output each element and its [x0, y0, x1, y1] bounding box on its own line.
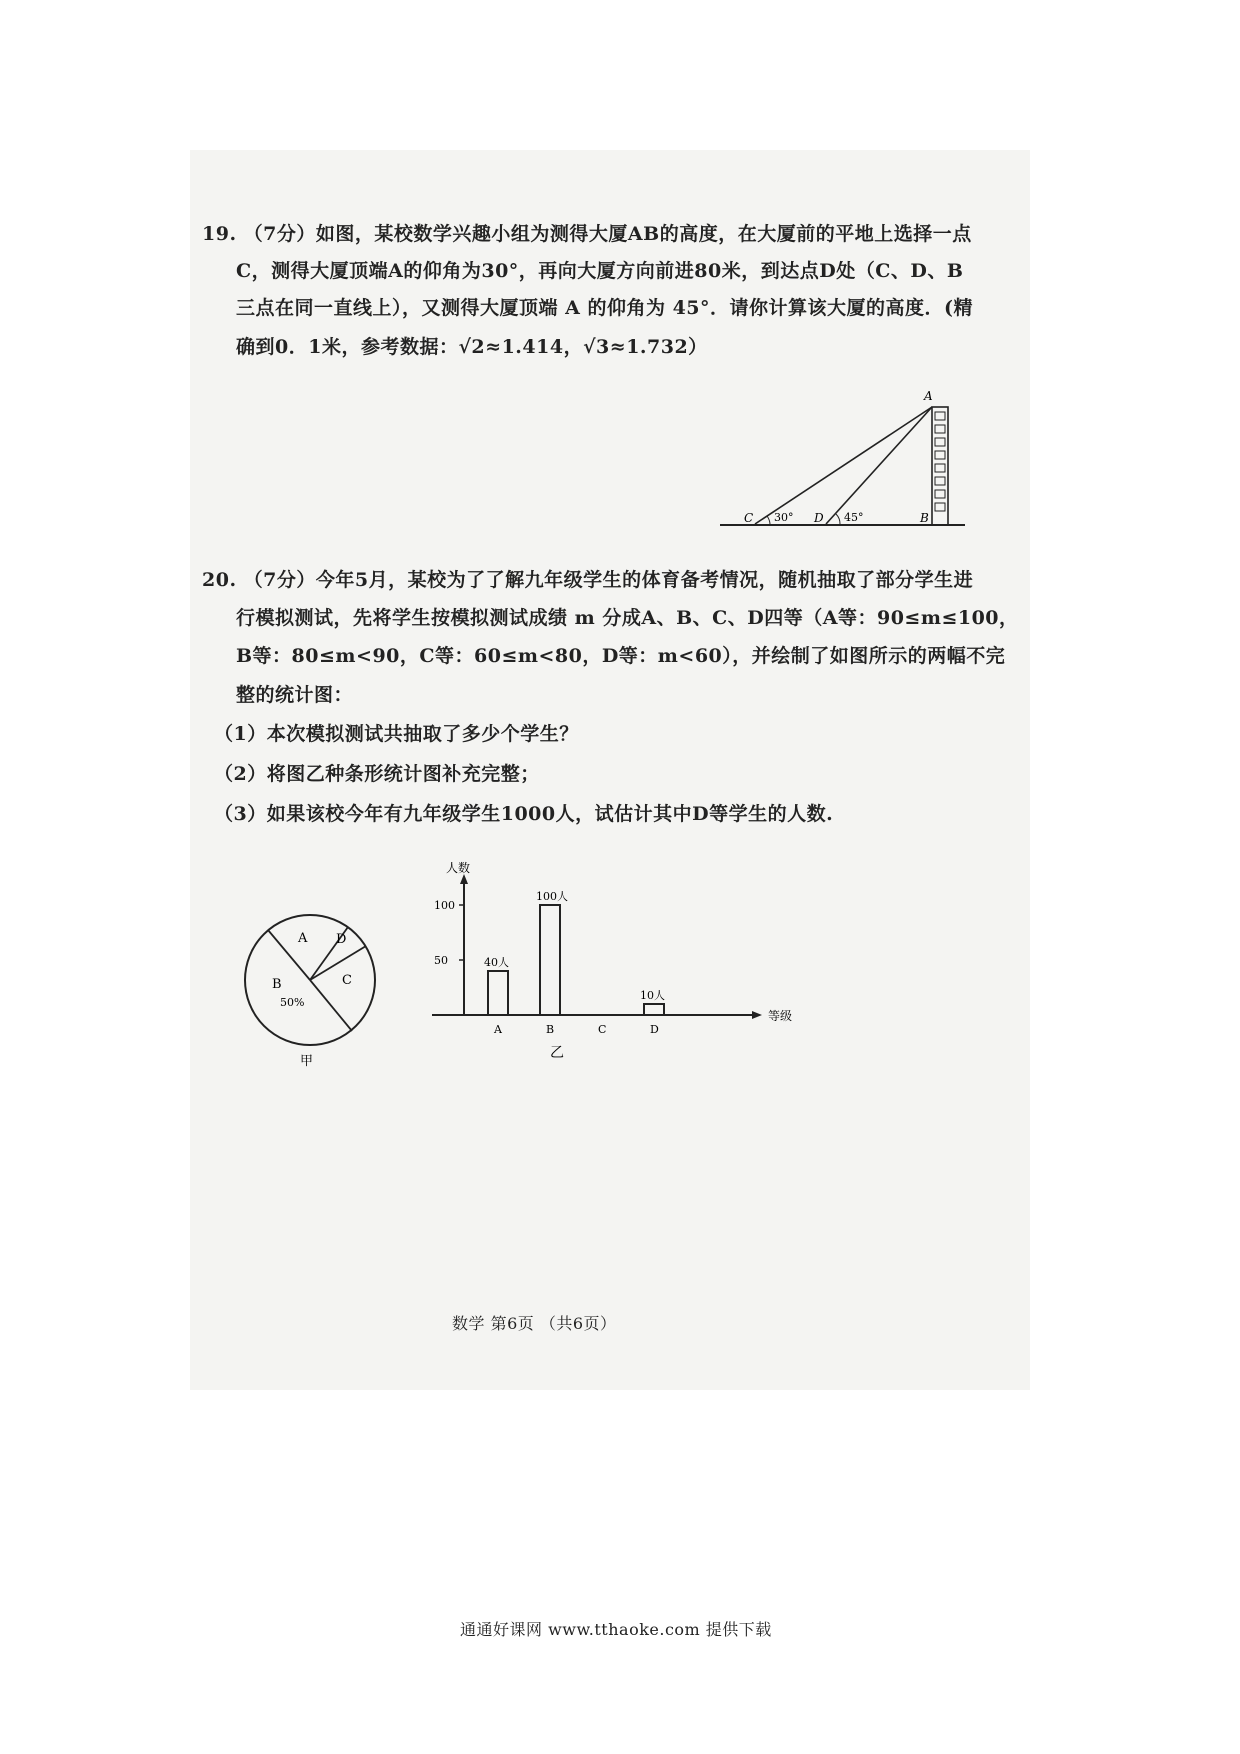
sightline-ca [755, 407, 932, 524]
data-label-d: 10人 [640, 989, 665, 1002]
q20-line2: 行模拟测试，先将学生按模拟测试成绩 m 分成A、B、C、D四等（A等：90≤m≤100， [236, 607, 1019, 629]
angle-arc-d [836, 514, 840, 524]
angle-arc-c [767, 516, 770, 524]
q19-line4: 确到0．1米，参考数据：√2≈1.414，√3≈1.732） [236, 336, 708, 358]
bar-d [644, 1004, 664, 1015]
building-windows [935, 412, 945, 511]
pie-chart-jia [230, 900, 390, 1080]
y-axis-arrow [460, 874, 468, 884]
pie-label-d: D [336, 932, 347, 947]
x-axis-arrow [752, 1011, 762, 1019]
pie-label-c: C [342, 973, 352, 988]
chart-caption: 乙 [550, 1045, 564, 1061]
q19-line1: 19. （7分）如图，某校数学兴趣小组为测得大厦AB的高度，在大厦前的平地上选择一点 [202, 223, 972, 245]
pie-caption: 甲 [300, 1054, 314, 1069]
label-d: D [814, 511, 824, 525]
pie-divider-3 [310, 946, 366, 980]
page-footer: 数学 第6页 （共6页） [452, 1314, 617, 1333]
angle-c-label: 30° [774, 511, 794, 524]
data-label-b: 100人 [536, 890, 568, 903]
y-axis-label: 人数 [446, 861, 471, 875]
pie-label-b: B [272, 977, 282, 992]
x-tick-label-a: A [494, 1023, 502, 1036]
x-tick-label-c: C [598, 1023, 607, 1036]
data-label-a: 40人 [484, 956, 509, 969]
label-b: B [920, 511, 929, 525]
q20-line1: 20. （7分）今年5月，某校为了了解九年级学生的体育备考情况，随机抽取了部分学生进 [202, 569, 974, 591]
q19-line3: 三点在同一直线上），又测得大厦顶端 A 的仰角为 45°．请你计算该大厦的高度．(精 [236, 297, 974, 319]
q20-sub2: （2）将图乙种条形统计图补充完整； [214, 763, 540, 785]
label-c: C [744, 511, 754, 525]
q20-sub1: （1）本次模拟测试共抽取了多少个学生？ [214, 723, 579, 745]
site-footer: 通通好课网 www.tthaoke.com 提供下载 [460, 1620, 772, 1639]
x-tick-label-d: D [650, 1023, 659, 1036]
pie-pct-b: 50% [280, 996, 305, 1009]
q20-sub3: （3）如果该校今年有九年级学生1000人，试估计其中D等学生的人数. [214, 803, 834, 825]
building-figure [700, 380, 980, 540]
y-tick-label: 50 [434, 954, 448, 967]
q20-line4: 整的统计图： [236, 684, 354, 706]
label-a: A [924, 389, 933, 403]
y-tick-label: 100 [434, 899, 455, 912]
bar-b [540, 905, 560, 1015]
x-axis-label: 等级 [768, 1009, 793, 1023]
pie-label-a: A [298, 931, 308, 946]
q19-line2: C，测得大厦顶端A的仰角为30°，再向大厦方向前进80米，到达点D处（C、D、B [236, 260, 964, 282]
sightline-da [826, 407, 932, 524]
bar-a [488, 971, 508, 1015]
x-tick-label-b: B [546, 1023, 555, 1036]
q20-line3: B等：80≤m<90，C等：60≤m<80，D等：m<60），并绘制了如图所示的两幅不完 [236, 645, 1006, 667]
bar-chart-yi [410, 860, 810, 1080]
angle-d-label: 45° [844, 511, 864, 524]
